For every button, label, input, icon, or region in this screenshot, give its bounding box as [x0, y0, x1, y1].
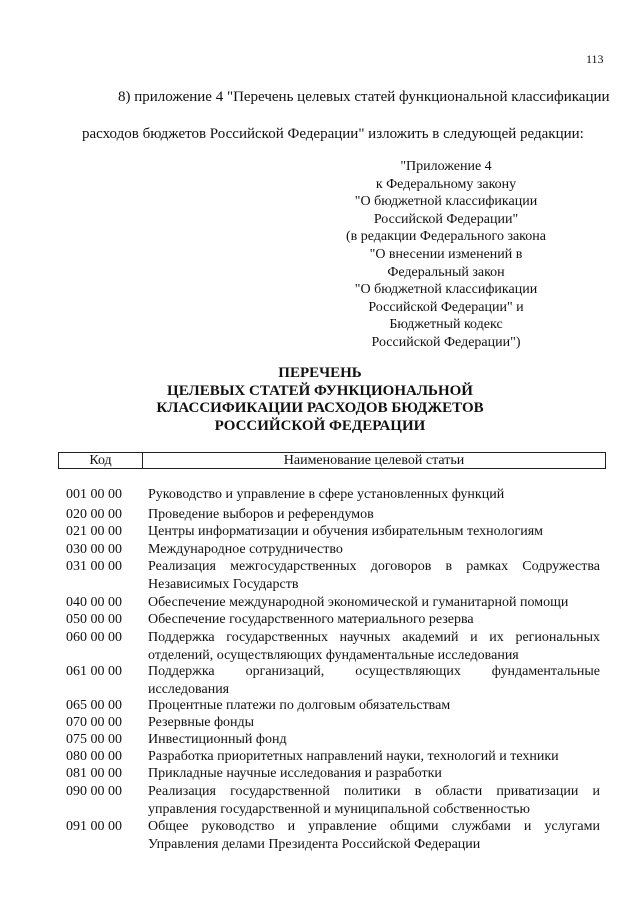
- row-code: 030 00 00: [66, 542, 122, 557]
- appendix-line: к Федеральному закону: [375, 176, 517, 192]
- row-name: Инвестиционный фонд: [148, 732, 287, 747]
- row-name: Обеспечение международной экономической и гуманитарной помощи: [148, 595, 569, 610]
- row-code: 081 00 00: [66, 766, 122, 781]
- row-name: Разработка приоритетных направлений науки, технологий и техники: [148, 749, 559, 764]
- row-name: Обеспечение государственного материального резерва: [148, 612, 474, 627]
- row-name: Центры информатизации и обучения избирательным технологиям: [148, 524, 543, 539]
- intro-line-2: расходов бюджетов Российской Федерации" изложить в следующей редакции:: [82, 126, 584, 142]
- row-name: Реализация государственной политики в области приватизации и управления государственной и муниципальной собственностью: [148, 784, 600, 817]
- appendix-line: Российской Федерации"): [371, 334, 521, 350]
- appendix-line: "Приложение 4: [400, 159, 492, 174]
- appendix-line: "О бюджетной классификации: [354, 282, 538, 298]
- row-code: 050 00 00: [66, 612, 122, 627]
- title-line: КЛАССИФИКАЦИИ РАСХОДОВ БЮДЖЕТОВ: [156, 400, 484, 416]
- row-code: 040 00 00: [66, 595, 122, 610]
- row-code: 091 00 00: [66, 819, 122, 834]
- row-name: Процентные платежи по долговым обязательствам: [148, 698, 451, 713]
- row-name: Прикладные научные исследования и разработки: [148, 766, 442, 781]
- row-name: Резервные фонды: [148, 715, 255, 730]
- row-code: 031 00 00: [66, 559, 122, 574]
- row-name: Общее руководство и управление общими службами и услугами Управления делами Президента Российской Федерации: [148, 819, 600, 852]
- appendix-line: (в редакции Федерального закона: [346, 229, 546, 245]
- row-code: 001 00 00: [66, 487, 122, 502]
- row-name: Руководство и управление в сфере установленных функций: [148, 487, 505, 502]
- intro-line-1: 8) приложение 4 "Перечень целевых статей функциональной классификации: [118, 89, 610, 105]
- row-code: 021 00 00: [66, 524, 122, 539]
- row-code: 065 00 00: [66, 698, 122, 713]
- row-code: 061 00 00: [66, 664, 122, 679]
- row-code: 080 00 00: [66, 749, 122, 764]
- row-code: 070 00 00: [66, 715, 122, 730]
- page-number: 113: [586, 52, 604, 66]
- title-line: ЦЕЛЕВЫХ СТАТЕЙ ФУНКЦИОНАЛЬНОЙ: [167, 382, 473, 399]
- appendix-line: Российской Федерации" и: [368, 299, 524, 315]
- table-header: [58, 452, 606, 469]
- row-name: Поддержка государственных научных академий и их региональных отделений, осуществляющих фундаментальные исследования: [148, 630, 600, 663]
- header-name: Наименование целевой статьи: [283, 453, 465, 468]
- appendix-line: Федеральный закон: [387, 264, 505, 280]
- appendix-line: Российской Федерации": [373, 211, 519, 227]
- appendix-reference: [346, 158, 546, 352]
- document-title: [120, 365, 520, 435]
- row-name: Международное сотрудничество: [148, 542, 343, 557]
- title-line: ПЕРЕЧЕНЬ: [278, 365, 362, 381]
- appendix-line: Бюджетный кодекс: [389, 317, 503, 333]
- row-code: 090 00 00: [66, 784, 122, 799]
- appendix-line: "О бюджетной классификации: [354, 194, 538, 210]
- row-code: 060 00 00: [66, 630, 122, 645]
- row-name: Реализация межгосударственных договоров в рамках Содружества Независимых Государств: [148, 559, 600, 592]
- row-name: Поддержка организаций, осуществляющих фундаментальные исследования: [148, 664, 600, 697]
- appendix-line: "О внесении изменений в: [369, 246, 523, 262]
- title-line: РОССИЙСКОЙ ФЕДЕРАЦИИ: [214, 417, 426, 434]
- row-code: 020 00 00: [66, 507, 122, 522]
- header-code: Код: [59, 453, 143, 468]
- row-name: Проведение выборов и референдумов: [148, 507, 374, 522]
- row-code: 075 00 00: [66, 732, 122, 747]
